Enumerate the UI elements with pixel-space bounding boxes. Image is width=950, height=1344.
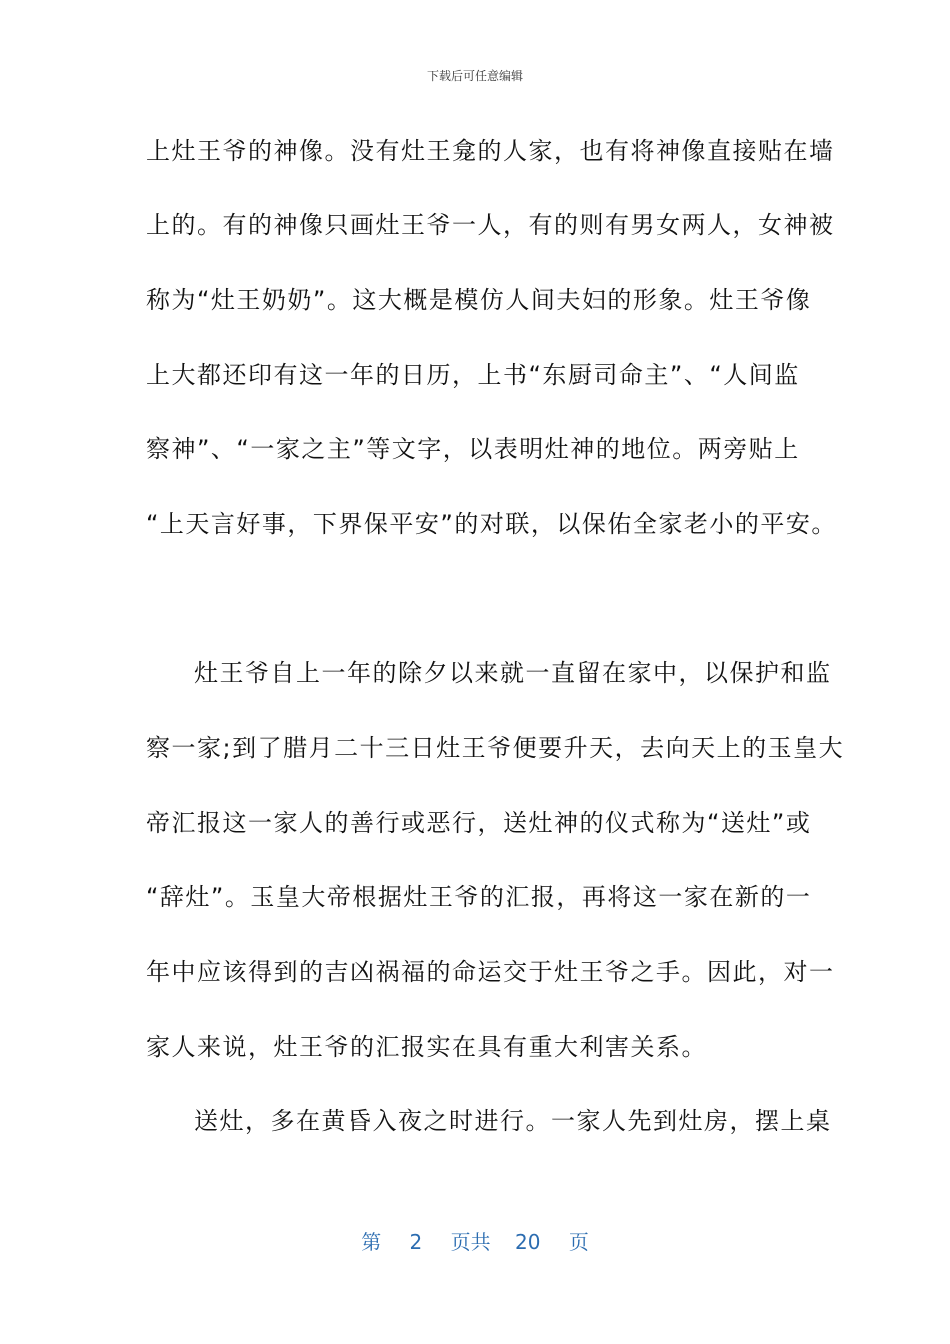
text-line: 年中应该得到的吉凶祸福的命运交于灶王爷之手。因此，对一 [146, 958, 835, 986]
text-line: “上天言好事，下界保平安”的对联，以保佑全家老小的平安。 [146, 510, 837, 538]
footer-total-pages: 20 [515, 1230, 541, 1254]
footer-current-page: 2 [409, 1230, 423, 1254]
text-line: 家人来说，灶王爷的汇报实在具有重大利害关系。 [146, 1033, 707, 1061]
text-line: 送灶，多在黄昏入夜之时进行。一家人先到灶房，摆上桌 [194, 1107, 832, 1135]
header-note: 下载后可任意编辑 [426, 69, 523, 83]
text-line: 灶王爷自上一年的除夕以来就一直留在家中，以保护和监 [194, 659, 832, 687]
text-line: 上大都还印有这一年的日历，上书“东厨司命主”、“人间监 [146, 361, 800, 389]
text-line: 察一家;到了腊月二十三日灶王爷便要升天，去向天上的玉皇大 [146, 734, 845, 762]
text-line: 察神”、“一家之主”等文字，以表明灶神的地位。两旁贴上 [146, 435, 800, 463]
text-line: 称为“灶王奶奶”。这大概是模仿人间夫妇的形象。灶王爷像 [146, 286, 812, 314]
text-line: “辞灶”。玉皇大帝根据灶王爷的汇报，再将这一家在新的一 [146, 883, 812, 911]
footer-prefix: 第 [361, 1230, 382, 1254]
footer-suffix: 页 [568, 1230, 589, 1254]
page-footer [0, 1226, 950, 1255]
text-line: 帝汇报这一家人的善行或恶行，送灶神的仪式称为“送灶”或 [146, 809, 812, 837]
text-line: 上的。有的神像只画灶王爷一人，有的则有男女两人，女神被 [146, 211, 835, 239]
footer-middle: 页共 [450, 1230, 491, 1254]
text-line: 上灶王爷的神像。没有灶王龛的人家，也有将神像直接贴在墙 [146, 137, 835, 165]
